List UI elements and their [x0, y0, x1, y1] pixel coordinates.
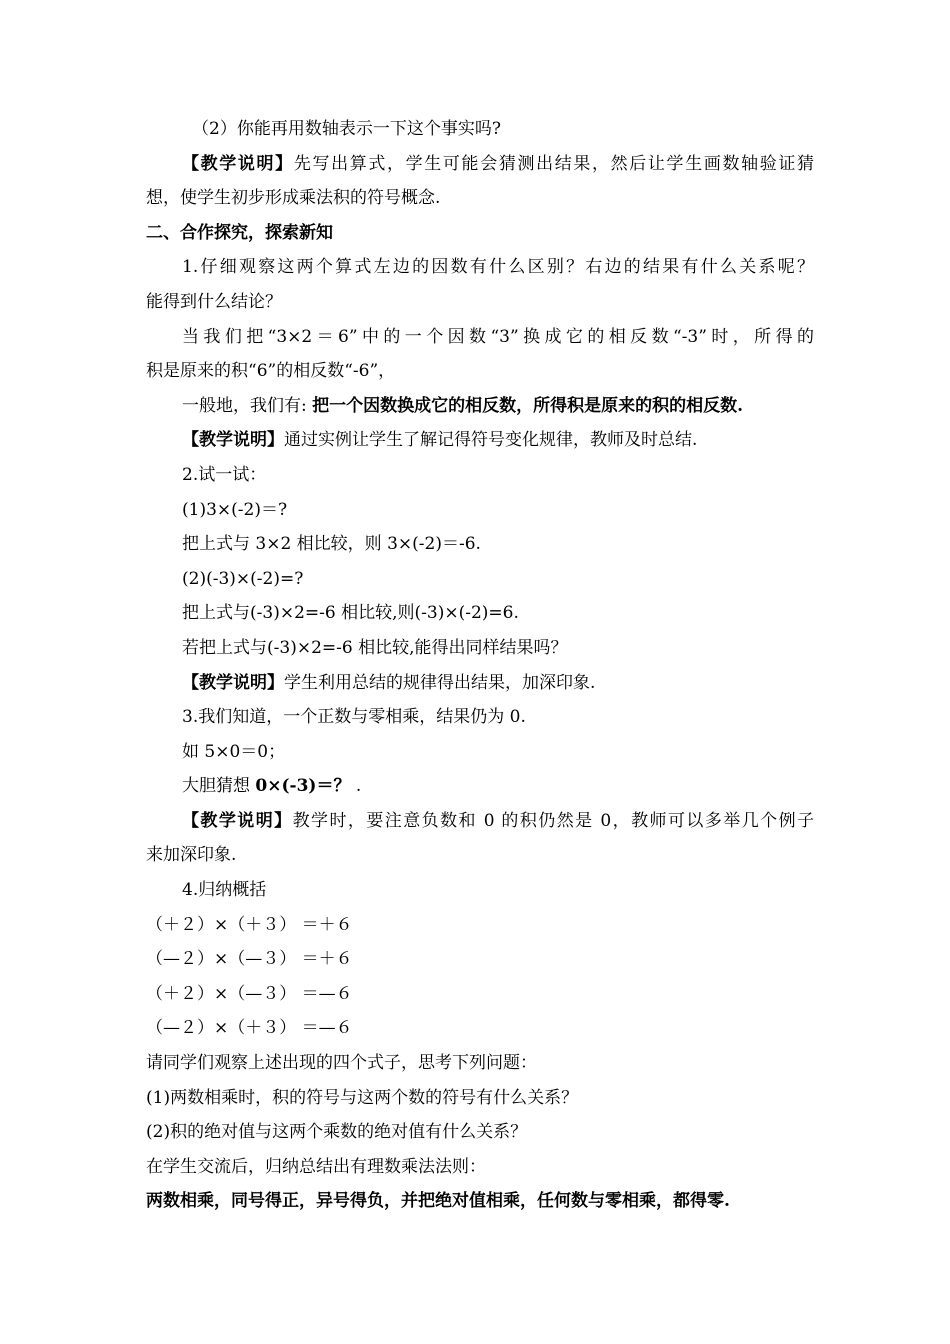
teaching-note-4 [146, 804, 814, 839]
explanation-paragraph: 当我们把“3×2＝6”中的一个因数“3”换成它的相反数“-3”时，所得的 [182, 326, 814, 347]
teaching-note-text: 教学时，要注意负数和 0 的积仍然是 0，教师可以多举几个例子 [292, 810, 814, 831]
conclusion [146, 389, 814, 424]
teaching-note-4-cont: 来加深印象. [146, 845, 237, 866]
conjecture-expression: 0×(-3)＝？ [255, 776, 351, 797]
teaching-note-tag: 【教学说明】 [182, 430, 284, 451]
item-2: 2.试一试： [182, 464, 267, 485]
example: 如 5×0＝0； [182, 741, 286, 762]
conjecture-prefix: 大胆猜想 [182, 776, 256, 797]
conclusion-prefix: 一般地，我们有: [182, 395, 313, 416]
teaching-note-tag: 【教学说明】 [182, 810, 293, 831]
teaching-note-1 [146, 147, 814, 182]
exercise-2: (2)(-3)×(-2)=? [182, 568, 304, 589]
teaching-note-2 [146, 423, 814, 458]
question-sign: (1)两数相乘时，积的符号与这两个数的符号有什么关系？ [146, 1087, 579, 1108]
item-3: 3.我们知道，一个正数与零相乘，结果仍为 0. [182, 707, 526, 728]
document-body [146, 112, 814, 1219]
equation-3: （＋２）×（—３） ＝—６ [146, 983, 353, 1004]
equation-1: （＋２）×（＋３） ＝＋６ [146, 914, 353, 935]
question-2: （2）你能再用数轴表示一下这个事实吗? [192, 119, 501, 139]
conjecture-suffix: . [350, 776, 362, 797]
question-absolute-value: (2)积的绝对值与这两个乘数的绝对值有什么关系？ [146, 1122, 528, 1143]
exercise-1-answer: 把上式与 3×2 相比较，则 3×(-2)＝-6. [182, 534, 481, 555]
exercise-2-question: 若把上式与(-3)×2=-6 相比较,能得出同样结果吗？ [182, 637, 568, 658]
explanation-paragraph-cont: 积是原来的积“6”的相反数“-6”， [146, 361, 396, 382]
teaching-note-text: 先写出算式，学生可能会猜测出结果，然后让学生画数轴验证猜 [293, 153, 814, 174]
teaching-note-tag: 【教学说明】 [182, 153, 294, 174]
equation-2: （—２）×（—３） ＝＋６ [146, 949, 353, 970]
conjecture [146, 769, 814, 804]
observation-prompt: 请同学们观察上述出现的四个式子，思考下列问题： [146, 1053, 537, 1074]
teaching-note-text: 学生利用总结的规律得出结果，加深印象. [284, 672, 596, 693]
teaching-note-tag: 【教学说明】 [182, 672, 284, 693]
item-1-cont: 能得到什么结论？ [146, 291, 282, 312]
multiplication-rule: 两数相乘，同号得正，异号得负，并把绝对值相乘，任何数与零相乘，都得零. [146, 1191, 730, 1212]
teaching-note-1-cont: 想，使学生初步形成乘法积的符号概念. [146, 188, 441, 209]
section-heading: 二、合作探究，探索新知 [146, 222, 333, 243]
item-1: 1.仔细观察这两个算式左边的因数有什么区别？右边的结果有什么关系呢？ [182, 257, 814, 278]
teaching-note-3 [146, 666, 814, 701]
equation-4: （—２）×（＋３） ＝—６ [146, 1018, 353, 1039]
summary-intro: 在学生交流后，归纳总结出有理数乘法法则： [146, 1156, 486, 1177]
exercise-2-answer: 把上式与(-3)×2=-6 相比较,则(-3)×(-2)=6. [182, 603, 519, 624]
item-4: 4.归纳概括 [182, 880, 267, 901]
teaching-note-text: 通过实例让学生了解记得符号变化规律，教师及时总结. [284, 430, 698, 451]
conclusion-rule: 把一个因数换成它的相反数，所得积是原来的积的相反数. [312, 395, 744, 416]
exercise-1: (1)3×(-2)＝? [182, 499, 288, 520]
